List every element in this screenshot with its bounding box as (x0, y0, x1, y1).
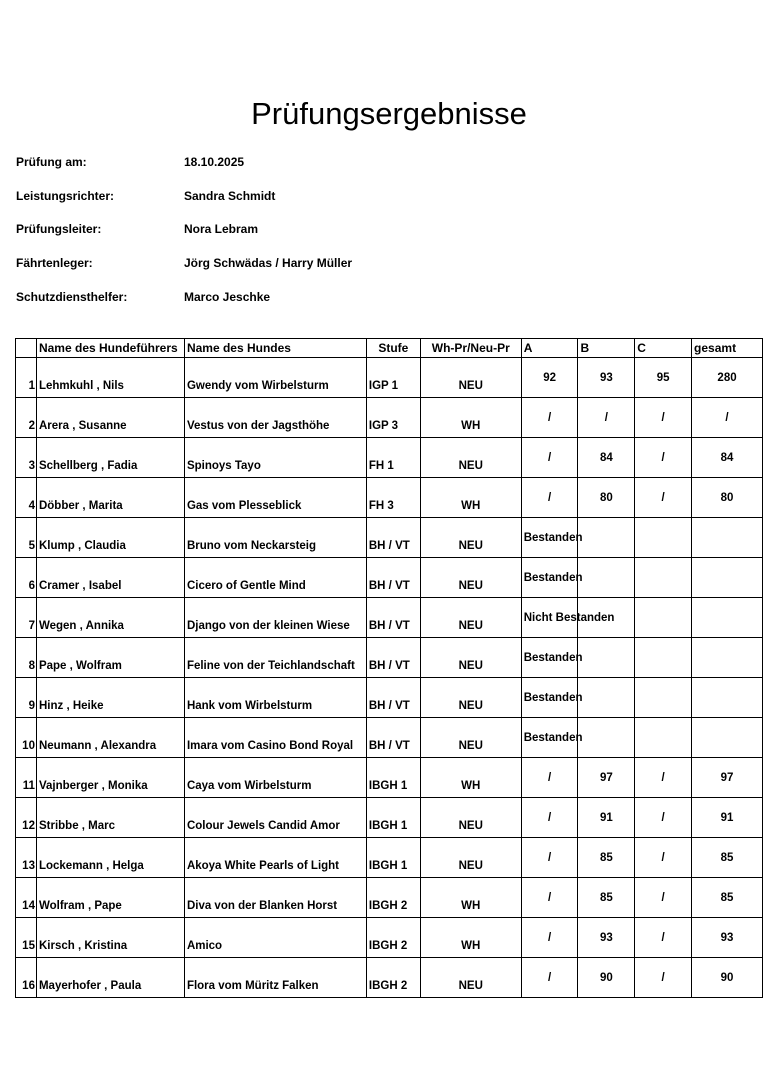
row-number: 3 (16, 438, 37, 478)
dog-name: Flora vom Müritz Falken (184, 958, 366, 998)
score-b: 93 (578, 918, 635, 958)
whneu-value: NEU (420, 438, 521, 478)
row-number: 12 (16, 798, 37, 838)
row-number: 7 (16, 598, 37, 638)
table-row (16, 558, 763, 598)
score-b: 85 (578, 838, 635, 878)
stufe-value: BH / VT (366, 638, 420, 678)
whneu-value: WH (420, 918, 521, 958)
result-cell (521, 518, 583, 558)
stufe-value: IBGH 2 (366, 958, 420, 998)
table-header-row (16, 339, 763, 358)
stufe-value: FH 1 (366, 438, 420, 478)
score-total: 84 (692, 438, 763, 478)
dog-name: Gwendy vom Wirbelsturm (184, 358, 366, 398)
meta-value-track-layer: Jörg Schwädas / Harry Müller (184, 256, 353, 270)
result-text: Nicht Bestanden (523, 611, 615, 624)
row-number: 10 (16, 718, 37, 758)
table-row (16, 478, 763, 518)
table-row (16, 518, 763, 558)
dog-name: Spinoys Tayo (184, 438, 366, 478)
result-text: Bestanden (523, 571, 583, 584)
score-c-empty (635, 558, 692, 598)
whneu-value: WH (420, 478, 521, 518)
score-c: / (635, 478, 692, 518)
stufe-value: BH / VT (366, 598, 420, 638)
row-number: 16 (16, 958, 37, 998)
whneu-value: NEU (420, 678, 521, 718)
whneu-value: WH (420, 878, 521, 918)
dog-name: Bruno vom Neckarsteig (184, 518, 366, 558)
score-c: / (635, 798, 692, 838)
stufe-value: IBGH 1 (366, 758, 420, 798)
table-row (16, 678, 763, 718)
dog-name: Diva von der Blanken Horst (184, 878, 366, 918)
row-number: 13 (16, 838, 37, 878)
score-b: 97 (578, 758, 635, 798)
handler-name: Klump , Claudia (36, 518, 184, 558)
row-number: 1 (16, 358, 37, 398)
row-number: 4 (16, 478, 37, 518)
whneu-value: NEU (420, 718, 521, 758)
stufe-value: BH / VT (366, 518, 420, 558)
score-b: 85 (578, 878, 635, 918)
stufe-value: BH / VT (366, 718, 420, 758)
score-a: / (521, 838, 578, 878)
header-total: gesamt (692, 339, 763, 358)
handler-name: Wolfram , Pape (36, 878, 184, 918)
score-total: 280 (692, 358, 763, 398)
score-c-empty (635, 638, 692, 678)
score-c-empty (635, 678, 692, 718)
handler-name: Cramer , Isabel (36, 558, 184, 598)
score-b-empty (578, 718, 635, 758)
dog-name: Akoya White Pearls of Light (184, 838, 366, 878)
score-a: / (521, 878, 578, 918)
result-text: Bestanden (523, 651, 583, 664)
handler-name: Lehmkuhl , Nils (36, 358, 184, 398)
result-text: Bestanden (523, 691, 583, 704)
score-total: 80 (692, 478, 763, 518)
header-handler: Name des Hundeführers (36, 339, 184, 358)
handler-name: Arera , Susanne (36, 398, 184, 438)
whneu-value: NEU (420, 798, 521, 838)
handler-name: Kirsch , Kristina (36, 918, 184, 958)
stufe-value: BH / VT (366, 558, 420, 598)
whneu-value: NEU (420, 358, 521, 398)
handler-name: Hinz , Heike (36, 678, 184, 718)
row-number: 5 (16, 518, 37, 558)
score-c: / (635, 878, 692, 918)
stufe-value: IGP 1 (366, 358, 420, 398)
meta-label-exam-leader: Prüfungsleiter: (16, 222, 102, 236)
stufe-value: FH 3 (366, 478, 420, 518)
score-c: / (635, 758, 692, 798)
handler-name: Döbber , Marita (36, 478, 184, 518)
table-row (16, 838, 763, 878)
result-cell (521, 678, 583, 718)
meta-label-track-layer: Fährtenleger: (16, 256, 93, 270)
dog-name: Imara vom Casino Bond Royal (184, 718, 366, 758)
stufe-value: IGP 3 (366, 398, 420, 438)
score-c-empty (635, 598, 692, 638)
score-b: 93 (578, 358, 635, 398)
page-title: Prüfungsergebnisse (251, 96, 527, 131)
header-nr (16, 339, 37, 358)
meta-value-exam-date: 18.10.2025 (184, 155, 245, 169)
table-row (16, 798, 763, 838)
stufe-value: BH / VT (366, 678, 420, 718)
score-c: 95 (635, 358, 692, 398)
row-number: 6 (16, 558, 37, 598)
score-c: / (635, 838, 692, 878)
score-c: / (635, 398, 692, 438)
meta-value-judge: Sandra Schmidt (184, 189, 276, 203)
meta-label-protection-helper: Schutzdiensthelfer: (16, 290, 128, 304)
score-a: / (521, 478, 578, 518)
score-total-empty (692, 558, 763, 598)
handler-name: Schellberg , Fadia (36, 438, 184, 478)
meta-value-protection-helper: Marco Jeschke (184, 290, 271, 304)
handler-name: Stribbe , Marc (36, 798, 184, 838)
score-b-empty (578, 518, 635, 558)
table-row (16, 398, 763, 438)
score-b: / (578, 398, 635, 438)
row-number: 8 (16, 638, 37, 678)
score-total: 90 (692, 958, 763, 998)
whneu-value: NEU (420, 598, 521, 638)
score-c-empty (635, 718, 692, 758)
table-row (16, 958, 763, 998)
result-text: Bestanden (523, 731, 583, 744)
score-c: / (635, 438, 692, 478)
result-cell (521, 638, 583, 678)
meta-value-exam-leader: Nora Lebram (184, 222, 259, 236)
stufe-value: IBGH 2 (366, 918, 420, 958)
header-stufe: Stufe (366, 339, 420, 358)
header-dog: Name des Hundes (184, 339, 366, 358)
dog-name: Django von der kleinen Wiese (184, 598, 366, 638)
score-b: 84 (578, 438, 635, 478)
score-b-empty (578, 558, 635, 598)
table-row (16, 438, 763, 478)
score-c-empty (635, 518, 692, 558)
stufe-value: IBGH 2 (366, 878, 420, 918)
header-b: B (578, 339, 635, 358)
score-total-empty (692, 718, 763, 758)
handler-name: Vajnberger , Monika (36, 758, 184, 798)
score-b: 90 (578, 958, 635, 998)
score-total-empty (692, 518, 763, 558)
whneu-value: WH (420, 758, 521, 798)
score-b: 80 (578, 478, 635, 518)
table-row (16, 758, 763, 798)
header-whneu: Wh-Pr/Neu-Pr (420, 339, 521, 358)
stufe-value: IBGH 1 (366, 798, 420, 838)
result-cell (521, 718, 583, 758)
row-number: 9 (16, 678, 37, 718)
score-a: / (521, 398, 578, 438)
score-total: 85 (692, 838, 763, 878)
row-number: 14 (16, 878, 37, 918)
score-total: 97 (692, 758, 763, 798)
score-a: / (521, 758, 578, 798)
score-total: / (692, 398, 763, 438)
result-text: Bestanden (523, 531, 583, 544)
score-a: / (521, 438, 578, 478)
score-total: 93 (692, 918, 763, 958)
whneu-value: NEU (420, 958, 521, 998)
table-row (16, 598, 763, 638)
table-row (16, 718, 763, 758)
score-total: 91 (692, 798, 763, 838)
handler-name: Lockemann , Helga (36, 838, 184, 878)
dog-name: Cicero of Gentle Mind (184, 558, 366, 598)
row-number: 11 (16, 758, 37, 798)
score-c: / (635, 958, 692, 998)
dog-name: Amico (184, 918, 366, 958)
meta-label-exam-date: Prüfung am: (16, 155, 87, 169)
dog-name: Feline von der Teichlandschaft (184, 638, 366, 678)
score-total-empty (692, 678, 763, 718)
whneu-value: NEU (420, 838, 521, 878)
score-a: / (521, 918, 578, 958)
handler-name: Mayerhofer , Paula (36, 958, 184, 998)
table-row (16, 638, 763, 678)
header-c: C (635, 339, 692, 358)
dog-name: Vestus von der Jagsthöhe (184, 398, 366, 438)
handler-name: Neumann , Alexandra (36, 718, 184, 758)
score-a: / (521, 958, 578, 998)
score-a: 92 (521, 358, 578, 398)
dog-name: Gas vom Plesseblick (184, 478, 366, 518)
row-number: 2 (16, 398, 37, 438)
dog-name: Hank vom Wirbelsturm (184, 678, 366, 718)
score-total-empty (692, 598, 763, 638)
dog-name: Colour Jewels Candid Amor (184, 798, 366, 838)
score-total-empty (692, 638, 763, 678)
table-row (16, 878, 763, 918)
row-number: 15 (16, 918, 37, 958)
result-cell (521, 558, 583, 598)
whneu-value: NEU (420, 638, 521, 678)
score-c: / (635, 918, 692, 958)
whneu-value: NEU (420, 518, 521, 558)
whneu-value: WH (420, 398, 521, 438)
score-b-empty (578, 678, 635, 718)
table-row (16, 358, 763, 398)
score-b: 91 (578, 798, 635, 838)
result-cell (521, 598, 615, 638)
dog-name: Caya vom Wirbelsturm (184, 758, 366, 798)
table-row (16, 918, 763, 958)
stufe-value: IBGH 1 (366, 838, 420, 878)
score-b-empty (578, 638, 635, 678)
whneu-value: NEU (420, 558, 521, 598)
meta-label-judge: Leistungsrichter: (16, 189, 115, 203)
score-a: / (521, 798, 578, 838)
header-a: A (521, 339, 578, 358)
results-table (15, 338, 763, 998)
handler-name: Wegen , Annika (36, 598, 184, 638)
handler-name: Pape , Wolfram (36, 638, 184, 678)
score-total: 85 (692, 878, 763, 918)
